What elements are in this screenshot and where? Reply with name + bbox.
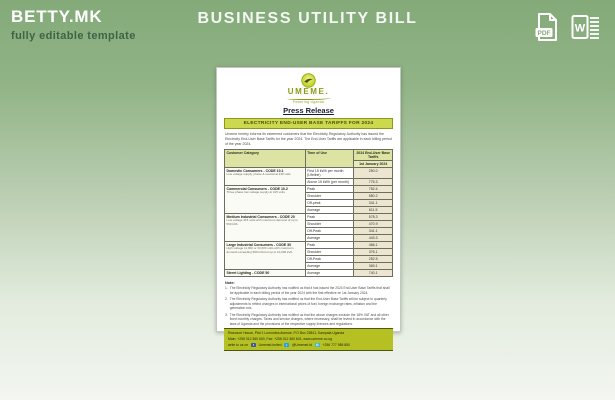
time-of-use-cell: Peak (305, 186, 354, 193)
category-description: Three phase low voltage supply at 415 volts (226, 190, 285, 194)
svg-text:PDF: PDF (537, 30, 551, 37)
tariff-value-cell: 470.9 (354, 221, 393, 228)
customer-category-cell (225, 242, 306, 270)
footer-social-prefix: write to us on (228, 342, 249, 347)
time-of-use-cell: Average (305, 207, 354, 214)
note-text: The Electricity Regulatory Authority has notified us that it has issued the 2024 End-User Base Tariffs that shall be applicable in each billing period of the year 2024 with the first effective on 1st January 2024. (229, 286, 390, 295)
footer-social-row (228, 343, 389, 348)
time-of-use-cell: Average (305, 235, 354, 242)
svg-text:W: W (574, 22, 586, 35)
category-description: Low voltage supply, phase & neutral at 240 volts (226, 172, 291, 176)
document-preview (216, 67, 401, 347)
tariff-value-cell: 580.2 (354, 193, 393, 200)
note-item (225, 286, 392, 295)
brand-logo: BETTY.MK (11, 7, 103, 26)
footer-phone: +256 777 985 850 (322, 342, 350, 347)
phone-icon: ✆ (316, 342, 319, 347)
umeme-logo-tagline: Powering Uganda (292, 99, 325, 104)
tariffs-banner: ELECTRICITY END-USER BASE TARIFFS FOR 2024 (224, 118, 393, 129)
tariff-value-cell: 578.3 (354, 214, 393, 221)
category-title: Domestic Consumers - CODE 10.1 (226, 169, 284, 173)
footer-facebook-handle: UmemeLimited (258, 342, 282, 347)
category-title: Commercial Consumers - CODE 10.2 (226, 187, 288, 191)
time-of-use-cell: Shoulder (305, 249, 354, 256)
note-item (225, 313, 392, 327)
intro-paragraph: Umeme hereby informs its esteemed customers that the Electricity Regulatory Authority has issued the Electricity End-User Base Tariffs for the year 2024. The End-User Tariffs are applicable in each billing period of the year 2024. (225, 131, 392, 146)
pdf-download-icon[interactable] (532, 12, 562, 42)
note-number: 2. (225, 297, 228, 302)
time-of-use-cell: Off-Peak (305, 256, 354, 263)
time-of-use-cell: Off-Peak (305, 228, 354, 235)
umeme-sun-bird-icon (301, 73, 316, 88)
word-download-icon[interactable] (571, 12, 601, 42)
tariff-value-cell: 740.1 (354, 270, 393, 277)
document-footer (224, 328, 393, 350)
time-of-use-cell: Shoulder (305, 221, 354, 228)
time-of-use-cell: Off-peak (305, 200, 354, 207)
customer-category-cell (225, 214, 306, 242)
customer-category-cell (225, 270, 306, 277)
brand-tagline: fully editable template (11, 30, 136, 42)
tariff-value-cell: 369.1 (354, 263, 393, 270)
word-file-icon (571, 13, 601, 41)
note-number: 1. (225, 286, 228, 290)
category-title: Street Lighting - CODE 50 (226, 271, 270, 275)
tariff-value-cell: 341.1 (354, 228, 393, 235)
press-release-heading: Press Release (283, 106, 334, 116)
note-item (225, 297, 392, 311)
footer-contacts: Main: +256 312 360 600, Fax: +256 312 360 601, www.umeme.co.ug (228, 336, 333, 341)
tariff-value-cell: 252.5 (354, 256, 393, 263)
tariff-value-cell: 250.0 (354, 168, 393, 179)
note-text: The Electricity Regulatory Authority has notified us that the End-User Base Tariffs will be subject to quarterly adjustments to reflect changes in international prices of fuel, foreign exchange rates, inflation and the generation mix. (229, 297, 387, 311)
tariff-row (225, 186, 393, 193)
tariff-value-cell: 752.4 (354, 186, 393, 193)
tariff-row (225, 270, 393, 277)
time-of-use-cell: Shoulder (305, 193, 354, 200)
customer-category-cell (225, 186, 306, 214)
tariff-value-cell: 341.1 (354, 200, 393, 207)
tariff-table (224, 149, 393, 277)
notes-label: Note: (225, 280, 235, 285)
category-title: Large Industrial Consumers - CODE 30 (226, 243, 292, 247)
col-header-base-tariffs: 2024 End-User Base Tariffs (354, 150, 393, 161)
tariff-table-body (225, 168, 393, 277)
footer-address: Rwenzori House, Plot 1 Lumumba Avenue, P.O Box 23841, Kampala Uganda (228, 331, 345, 336)
pdf-file-icon (534, 12, 560, 42)
tariff-value-cell: 775.3 (354, 179, 393, 186)
col-subheader-period: 1st January 2024 (354, 161, 393, 168)
category-description: Low voltage 415 volts with maximum demand of up to 500 kVA (226, 218, 298, 226)
facebook-icon: f (252, 342, 254, 347)
customer-category-cell (225, 168, 306, 186)
tariff-value-cell: 443.3 (354, 235, 393, 242)
footer-twitter-handle: @UmemeLtd (291, 342, 313, 347)
note-number: 3. (225, 312, 228, 317)
tariff-row (225, 242, 393, 249)
time-of-use-cell: Peak (305, 214, 354, 221)
time-of-use-cell: First 15 kWh per month (Lifeline) (305, 168, 354, 179)
tariff-row (225, 214, 393, 221)
page-title: BUSINESS UTILITY BILL (197, 10, 418, 27)
tariff-row (225, 168, 393, 179)
time-of-use-cell: Above 15 kWh (per month) (305, 179, 354, 186)
category-title: Medium Industrial Consumers - CODE 20 (226, 215, 295, 219)
col-header-time-of-use: Time of Use (305, 150, 354, 168)
twitter-icon: t (286, 342, 288, 347)
umeme-logo (224, 73, 393, 104)
category-description: High voltage 11,000 or 33,000 volts with maximum demand exceeding 500 kVA but up to 10,000 kVA (226, 246, 294, 254)
col-header-customer-category: Customer Category (225, 150, 306, 168)
tariff-value-cell: 611.5 (354, 207, 393, 214)
download-actions (532, 12, 601, 42)
time-of-use-cell: Peak (305, 242, 354, 249)
tariff-value-cell: 376.1 (354, 249, 393, 256)
tariff-value-cell: 466.1 (354, 242, 393, 249)
notes-list (224, 286, 393, 326)
umeme-wordmark: UMEME. (287, 87, 330, 96)
time-of-use-cell: Average (305, 270, 354, 277)
time-of-use-cell: Average (305, 263, 354, 270)
note-text: The Electricity Regulatory Authority has notified us that the above charges exclude the 18% VAT and all other fixed monthly charges. Taxes and service charges, where necessary, shall be levied in accordance with the laws of Uganda and the provisions of the respective supply licences and regulations. (229, 312, 389, 326)
